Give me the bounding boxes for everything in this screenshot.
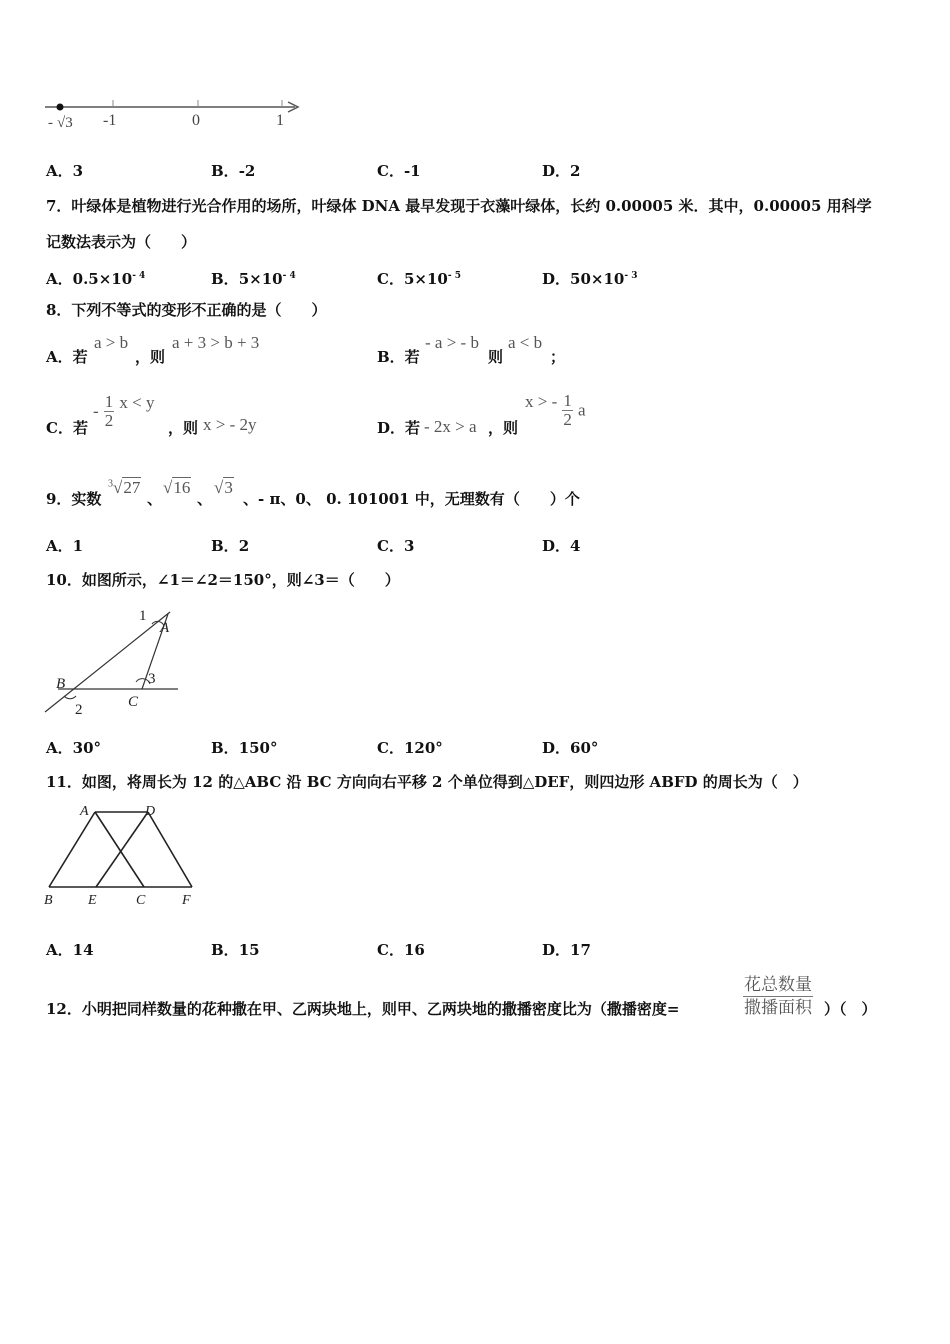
numerator: 1	[563, 391, 572, 410]
separator: 、	[147, 490, 163, 508]
label-b: B	[56, 676, 66, 692]
option-value: 16	[403, 941, 425, 959]
q9-option-c[interactable]	[377, 536, 414, 556]
cube-root-27: $^3$√27	[108, 478, 141, 497]
label-f: F	[182, 893, 191, 908]
q8-a-then: ，则	[135, 348, 166, 366]
option-value: 14	[72, 941, 94, 959]
fraction-half	[562, 392, 573, 429]
q9-rest: 、- π、0、 0. 101001 中，无理数有（ ）个	[243, 490, 580, 508]
q8-option-d[interactable]	[377, 418, 420, 438]
q7-stem-line1: 7．叶绿体是植物进行光合作用的场所，叶绿体 DNA 最早发现于衣藻叶绿体，长约 0.00005 米．其中，0.00005 用科学	[46, 197, 872, 215]
option-value: 60°	[570, 739, 599, 757]
option-value: 15	[238, 941, 260, 959]
label-1: 1	[139, 608, 147, 624]
q11-option-c[interactable]	[377, 940, 425, 960]
option-value: 17	[570, 941, 591, 959]
option-label: A．	[46, 162, 73, 180]
option-label: D．	[542, 739, 571, 757]
premise-rest: x < y	[119, 393, 155, 412]
option-exponent: - 4	[282, 271, 296, 281]
q8-d-premise: - 2x > a	[424, 417, 477, 436]
label-b: B	[44, 893, 53, 908]
q8-c-conclusion: x > - 2y	[203, 415, 257, 434]
option-label: D．	[542, 941, 571, 959]
point-neg-sqrt3	[57, 104, 64, 111]
q6-option-a[interactable]	[46, 161, 83, 181]
option-label: B．	[211, 739, 239, 757]
segment-df	[148, 812, 192, 887]
q8-b-premise: - a > - b	[425, 333, 479, 352]
option-value: 1	[72, 537, 84, 555]
option-label: B．	[211, 162, 239, 180]
numerator: 花总数量	[744, 975, 812, 995]
numerator: 1	[104, 392, 114, 411]
conclusion-var: a	[577, 400, 586, 420]
q8-b-end: ；	[550, 348, 566, 366]
q11-figure	[40, 800, 200, 910]
q11-option-d[interactable]	[542, 940, 591, 960]
q7-option-c[interactable]	[377, 266, 461, 289]
label-e: E	[88, 893, 97, 908]
option-label: B．若	[377, 348, 420, 366]
minus-sign: -	[93, 401, 99, 421]
option-label: B．	[211, 537, 239, 555]
label-c: C	[136, 893, 146, 908]
q7-option-b[interactable]	[211, 266, 296, 289]
q8-d-conclusion	[525, 392, 585, 429]
q12-stem: 12．小明把同样数量的花种撒在甲、乙两块地上，则甲、乙两块地的撒播密度比为（撒播密度=	[46, 1000, 680, 1018]
option-label: A．	[46, 537, 73, 555]
q8-c-premise	[93, 393, 154, 430]
label-3: 3	[148, 671, 156, 687]
q12-density-fraction	[743, 974, 813, 1019]
q8-option-c[interactable]	[46, 418, 88, 438]
option-value: 120°	[403, 739, 443, 757]
q7-option-d[interactable]	[542, 266, 637, 289]
sqrt-3: √3	[214, 478, 233, 497]
option-base: 50×10	[570, 270, 625, 288]
segment-ab	[49, 812, 95, 887]
q8-d-then: ，则	[488, 419, 519, 437]
segment-ac	[95, 812, 144, 887]
q7-stem-line2: 记数法表示为（ ）	[46, 233, 197, 251]
q8-option-b[interactable]	[377, 347, 420, 367]
label-2: 2	[75, 702, 83, 718]
q12-tail: ）（ ）	[824, 1000, 877, 1018]
option-label: B．	[211, 270, 239, 288]
option-value: 3	[72, 162, 84, 180]
option-base: 5×10	[238, 270, 283, 288]
q8-a-premise: a > b	[94, 333, 129, 352]
option-exponent: - 5	[447, 271, 461, 281]
q7-option-a[interactable]	[46, 266, 145, 289]
fraction	[743, 974, 813, 1019]
q10-option-c[interactable]	[377, 738, 443, 758]
option-label: A．	[46, 941, 73, 959]
fraction-half	[104, 393, 115, 430]
sqrt-16: √16	[163, 478, 191, 497]
option-value: 4	[570, 537, 581, 555]
option-label: C．	[377, 941, 404, 959]
label-d: D	[145, 804, 156, 819]
option-label: C．	[377, 270, 404, 288]
q8-c-then: ，则	[168, 419, 199, 437]
tick-label-sqrt3: √3	[57, 115, 73, 131]
option-base: 0.5×10	[72, 270, 133, 288]
q9-option-d[interactable]	[542, 536, 580, 556]
denominator: 撒播面积	[744, 998, 812, 1018]
conclusion-lhs: x > -	[525, 392, 558, 411]
radicand: 27	[123, 478, 141, 497]
option-value: 30°	[72, 739, 102, 757]
option-label: C．	[377, 537, 404, 555]
tick-label-neg1: -1	[103, 112, 117, 129]
option-label: A．若	[46, 348, 88, 366]
q10-option-b[interactable]	[211, 738, 278, 758]
denominator: 2	[104, 411, 114, 430]
option-label: C．	[377, 739, 404, 757]
radicand: 3	[224, 478, 233, 497]
option-label: D．	[542, 270, 571, 288]
angle-2-arc	[64, 696, 76, 699]
option-label: C．	[377, 162, 404, 180]
q8-option-a[interactable]	[46, 347, 88, 367]
q10-stem: 10．如图所示，∠1＝∠2＝150°，则∠3＝（ ）	[46, 571, 400, 589]
option-label: C．若	[46, 419, 88, 437]
q10-option-d[interactable]	[542, 738, 598, 758]
q11-option-b[interactable]	[211, 940, 260, 960]
option-value: 2	[238, 537, 250, 555]
denominator: 2	[563, 410, 572, 429]
q6-option-d[interactable]	[542, 161, 580, 181]
q10-option-a[interactable]	[46, 738, 101, 758]
tick-label-1: 1	[276, 112, 284, 129]
option-value: -2	[238, 162, 256, 180]
option-label: B．	[211, 941, 239, 959]
q6-option-b[interactable]	[211, 161, 255, 181]
q8-stem: 8．下列不等式的变形不正确的是（ ）	[46, 301, 327, 319]
option-label: A．	[46, 739, 73, 757]
radical-index: 3	[108, 478, 113, 490]
option-exponent: - 4	[132, 271, 146, 281]
q11-stem: 11．如图，将周长为 12 的△ABC 沿 BC 方向向右平移 2 个单位得到△DEF，则四边形 ABFD 的周长为（ ）	[46, 773, 808, 791]
q9-option-b[interactable]	[211, 536, 249, 556]
separator: 、	[197, 490, 213, 508]
q9-option-a[interactable]	[46, 536, 83, 556]
q6-option-c[interactable]	[377, 161, 421, 181]
q8-a-conclusion: a + 3 > b + 3	[172, 333, 260, 352]
segment-de	[96, 812, 148, 887]
option-value: 150°	[238, 739, 278, 757]
option-label: D．若	[377, 419, 421, 437]
option-value: 3	[403, 537, 415, 555]
q9-label: 9．实数	[46, 490, 102, 508]
q11-option-a[interactable]	[46, 940, 94, 960]
radicand: 16	[173, 478, 191, 497]
q10-figure	[40, 600, 190, 720]
option-value: 2	[570, 162, 581, 180]
label-a: A	[160, 620, 170, 636]
tick-label-0: 0	[192, 112, 200, 129]
q8-b-conclusion: a < b	[508, 333, 543, 352]
number-line-figure	[40, 92, 310, 137]
label-c: C	[128, 694, 139, 710]
option-base: 5×10	[403, 270, 448, 288]
label-a: A	[80, 804, 89, 819]
q8-b-then: 则	[488, 348, 504, 366]
option-label: D．	[542, 162, 571, 180]
option-label: D．	[542, 537, 571, 555]
tick-label-minus: -	[48, 115, 53, 131]
option-label: A．	[46, 270, 73, 288]
option-value: -1	[403, 162, 421, 180]
option-exponent: - 3	[624, 271, 638, 281]
